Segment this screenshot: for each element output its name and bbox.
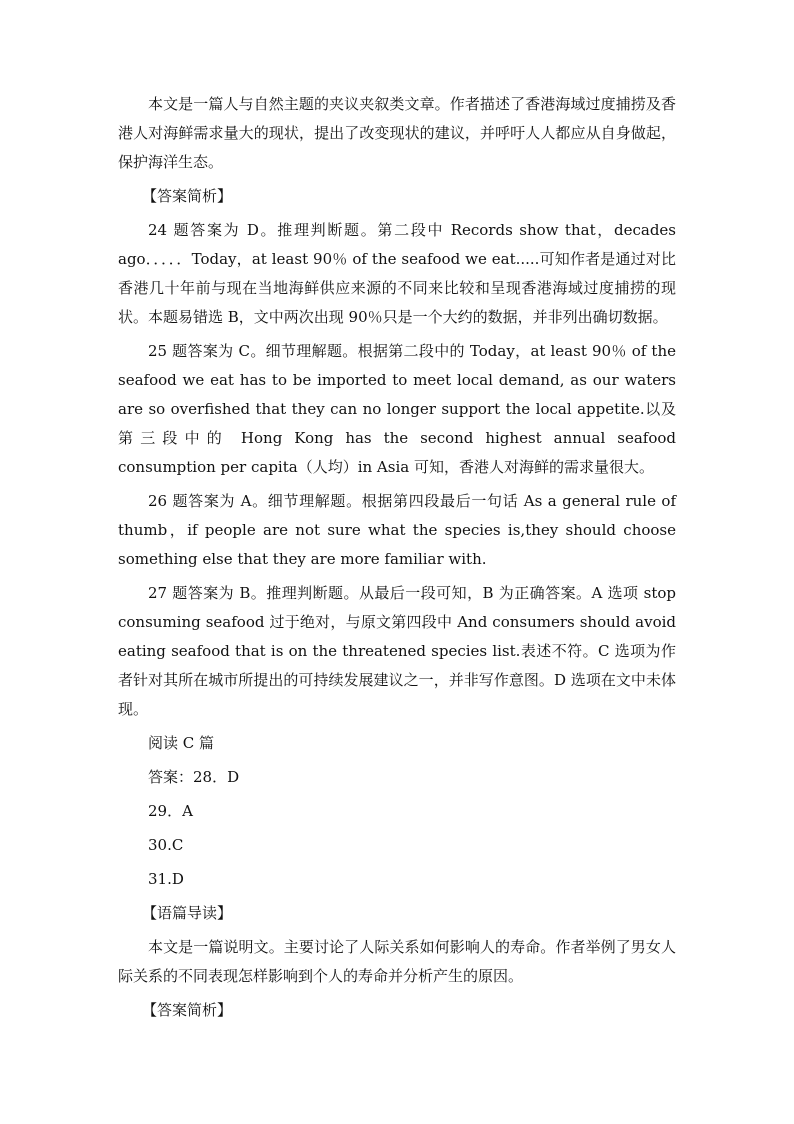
answer-analysis-heading: 【答案简析】 bbox=[142, 187, 233, 205]
answer-26-paragraph: 26 题答案为 A。细节理解题。根据第四段最后一句话 As a general rule of thumb，if people are not sure what the species is,they should choose something else that they are more familiar with. bbox=[118, 492, 676, 568]
document-page bbox=[118, 90, 676, 1030]
answer-28-line: 答案：28．D bbox=[148, 768, 240, 786]
answer-27-paragraph: 27 题答案为 B。推理判断题。从最后一段可知，B 为正确答案。A 选项 stop consuming seafood 过于绝对，与原文第四段中 And consumers should avoid eating seafood that is on the threatened species list.表述不符。C 选项为作者针对其所在城市所提出的可持续发展建议之一，并非写作意图。D 选项在文中未体现。 bbox=[118, 584, 676, 718]
reading-guide-heading: 【语篇导读】 bbox=[142, 904, 233, 922]
section-c-label: 阅读 C 篇 bbox=[148, 734, 215, 752]
answer-analysis-heading-2: 【答案简析】 bbox=[142, 1001, 233, 1019]
answer-24-paragraph: 24 题答案为 D。推理判断题。第二段中 Records show that，decades ago．．．．．Today，at least 90％ of the seafood we eat.....可知作者是通过对比香港几十年前与现在当地海鲜供应来源的不同来比较和呈现香港海域过度捕捞的现状。本题易错选 B，文中两次出现 90％只是一个大约的数据，并非列出确切数据。 bbox=[118, 221, 676, 326]
summary-paragraph: 本文是一篇人与自然主题的夹议夹叙类文章。作者描述了香港海域过度捕捞及香港人对海鲜需求量大的现状，提出了改变现状的建议，并呼吁人人都应从自身做起，保护海洋生态。 bbox=[118, 95, 676, 171]
answer-31-line: 31.D bbox=[148, 870, 184, 888]
answer-25-paragraph: 25 题答案为 C。细节理解题。根据第二段中的 Today，at least 90％ of the seafood we eat has to be imported to meet local demand, as our waters are so overfished that they can no longer support the local appetite.以及第三段中的 Hong Kong has the second highest annual seafood consumption per capita（人均）in Asia 可知，香港人对海鲜的需求量很大。 bbox=[118, 342, 676, 476]
answer-30-line: 30.C bbox=[148, 836, 184, 854]
reading-guide-paragraph: 本文是一篇说明文。主要讨论了人际关系如何影响人的寿命。作者举例了男女人际关系的不同表现怎样影响到个人的寿命并分析产生的原因。 bbox=[118, 938, 676, 985]
answer-29-line: 29．A bbox=[148, 802, 193, 820]
